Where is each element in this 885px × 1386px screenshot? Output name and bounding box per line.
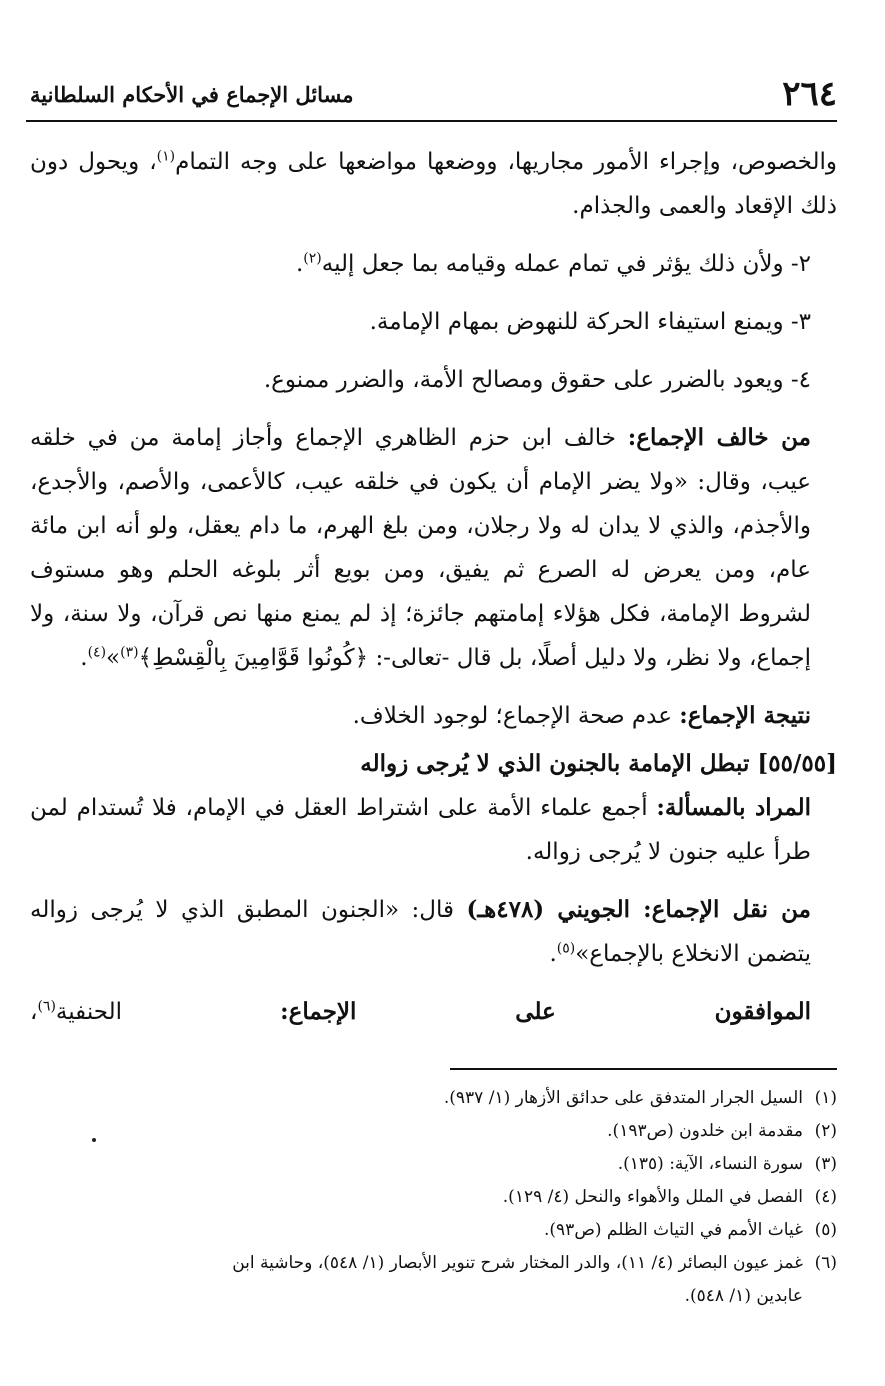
footnote-text: مقدمة ابن خلدون (ص١٩٣). (607, 1121, 803, 1141)
footnote-number: (٦) (814, 1253, 837, 1273)
footnote-number: (٥) (814, 1220, 837, 1240)
footnote-number: (٣) (814, 1154, 837, 1174)
footnote (34, 1148, 837, 1181)
page-header (30, 72, 837, 116)
text-line: ويحول دون ذلك الإقعاد والعمى والجذام. (30, 149, 837, 219)
footnote-number: (١) (814, 1088, 837, 1108)
list-item-3: ٣- ويمنع استيفاء الحركة للنهوض بمهام الإمامة. (369, 309, 811, 335)
footnote-ref: (١) (156, 148, 176, 165)
footnote-text: الفصل في الملل والأهواء والنحل (٤/ ١٢٩). (502, 1187, 803, 1207)
footnote-number: (٤) (814, 1187, 837, 1207)
transmit-label: من نقل الإجماع: الجويني (٤٧٨هـ) (466, 896, 812, 923)
result-label: نتيجة الإجماع: (679, 702, 811, 729)
agree-text: الحنفية (55, 999, 122, 1025)
footnote (34, 1247, 837, 1280)
meaning-paragraph (30, 786, 837, 874)
footnote (34, 1181, 837, 1214)
footnotes (34, 1082, 837, 1313)
agree-paragraph: الموافقون على الإجماع: الحنفية$^{(٦)}$، (30, 998, 812, 1025)
result-paragraph (30, 694, 837, 738)
meaning-text: أجمع علماء الأمة على اشتراط العقل في الإمام، فلا تُستدام لمن طرأ عليه جنون لا يُرجى زواله. (30, 795, 811, 865)
paragraph-continuation: والخصوص، وإجراء الأمور مجاريها، ووضعها مواضعها على وجه التمام$^{(١)}$، ويحول دون ذلك الإقعاد والعمى والجذام. (30, 148, 838, 219)
list-item-text: ٢- ولأن ذلك يؤثر في تمام عمله وقيامه بما جعل إليه (321, 251, 811, 277)
header-rule (26, 120, 837, 122)
list-item-2: ٢- ولأن ذلك يؤثر في تمام عمله وقيامه بما جعل إليه$^{(٢)}$. (295, 250, 811, 277)
issue-heading: [٥٥/٥٥] تبطل الإمامة بالجنون الذي لا يُرجى زواله (360, 750, 837, 777)
meaning-label: المراد بالمسألة: (656, 794, 812, 821)
footnote-number: (٢) (814, 1121, 837, 1141)
footnote (34, 1214, 837, 1247)
quran-quote: ﴿كُونُوا قَوَّامِينَ بِالْقِسْطِ﴾ (138, 645, 369, 671)
list-item-4: ٤- ويعود بالضرر على حقوق ومصالح الأمة، والضرر ممنوع. (263, 367, 811, 393)
transmit-paragraph: من نقل الإجماع: الجويني (٤٧٨هـ) قال: «الجنون المطبق الذي لا يُرجى زواله يتضمن الانخلاع بالإجماع»$^{(٥)}$. (30, 896, 812, 967)
agree-label: الموافقون على الإجماع: (280, 998, 812, 1025)
footnote-text: غياث الأمم في التياث الظلم (ص٩٣). (544, 1220, 803, 1240)
main-text (30, 140, 837, 1034)
footnote-ref: (٥) (556, 940, 576, 957)
footnote-continuation: عابدين (١/ ٥٤٨). (684, 1286, 803, 1306)
footnote-text: غمز عيون البصائر (٤/ ١١)، والدر المختار شرح تنوير الأبصار (١/ ٥٤٨)، وحاشية ابن (232, 1253, 803, 1273)
transmit-text: قال: «الجنون المطبق الذي لا يُرجى زواله يتضمن الانخلاع بالإجماع» (30, 897, 811, 967)
quote-close: » (106, 645, 121, 671)
footnote (34, 1082, 837, 1115)
dissent-label: من خالف الإجماع: (627, 424, 811, 451)
footnote-ref: (٤) (87, 644, 107, 661)
footnote-ref: (٣) (120, 644, 139, 661)
footnote-ref: (٦) (37, 998, 56, 1015)
page-number: ٢٦٤ (782, 74, 837, 114)
running-title: مسائل الإجماع في الأحكام السلطانية (30, 82, 354, 107)
text-line: والخصوص، وإجراء الأمور مجاريها، ووضعها مواضعها على وجه التمام (175, 149, 838, 175)
dissent-paragraph: من خالف الإجماع: خالف ابن حزم الظاهري الإجماع وأجاز إمامة من في خلقه عيب، وقال: «ولا يضر الإمام أن يكون في خلقه عيب، كالأعمى، والأصم، والأجدع، والأجذم، والذي لا يدان له ولا رجلان، ومن بلغ الهرم، ما دام يعقل، ولو أنه ابن مائة عام، ومن يعرض له الصرع ثم يفيق، ومن بويع أثر بلوغه الحلم وهو مستوف لشروط الإمامة، فكل هؤلاء إمامتهم جائزة؛ إذ لم يمنع منها نص قرآن، ولا سنة، ولا إجماع، ولا نظر، ولا دليل أصلًا، بل قال -تعالى-: ﴿كُونُوا قَوَّامِينَ بِالْقِسْطِ﴾$^{(٣)}$»$^{(٤)}$. (30, 424, 811, 671)
footnote-rule (450, 1068, 837, 1070)
footnote-text: سورة النساء، الآية: (١٣٥). (617, 1154, 803, 1174)
footnote-ref: (٢) (303, 250, 322, 267)
footnote (34, 1115, 837, 1148)
footnote-text: السيل الجرار المتدفق على حدائق الأزهار (١/ ٩٣٧). (443, 1088, 803, 1108)
dissent-text: خالف ابن حزم الظاهري الإجماع وأجاز إمامة من في خلقه عيب، وقال: «ولا يضر الإمام أن يكون في خلقه عيب، كالأعمى، والأصم، والأجدع، والأجذم، والذي لا يدان له ولا رجلان، ومن بلغ الهرم، ما دام يعقل، ولو أنه ابن مائة عام، ومن يعرض له الصرع ثم يفيق، ومن بويع أثر بلوغه الحلم وهو مستوف لشروط الإمامة، فكل هؤلاء إمامتهم جائزة؛ إذ لم يمنع منها نص قرآن، ولا سنة، ولا إجماع، ولا نظر، ولا دليل أصلًا، بل قال -تعالى-: (30, 425, 811, 671)
result-text: عدم صحة الإجماع؛ لوجود الخلاف. (352, 703, 672, 729)
